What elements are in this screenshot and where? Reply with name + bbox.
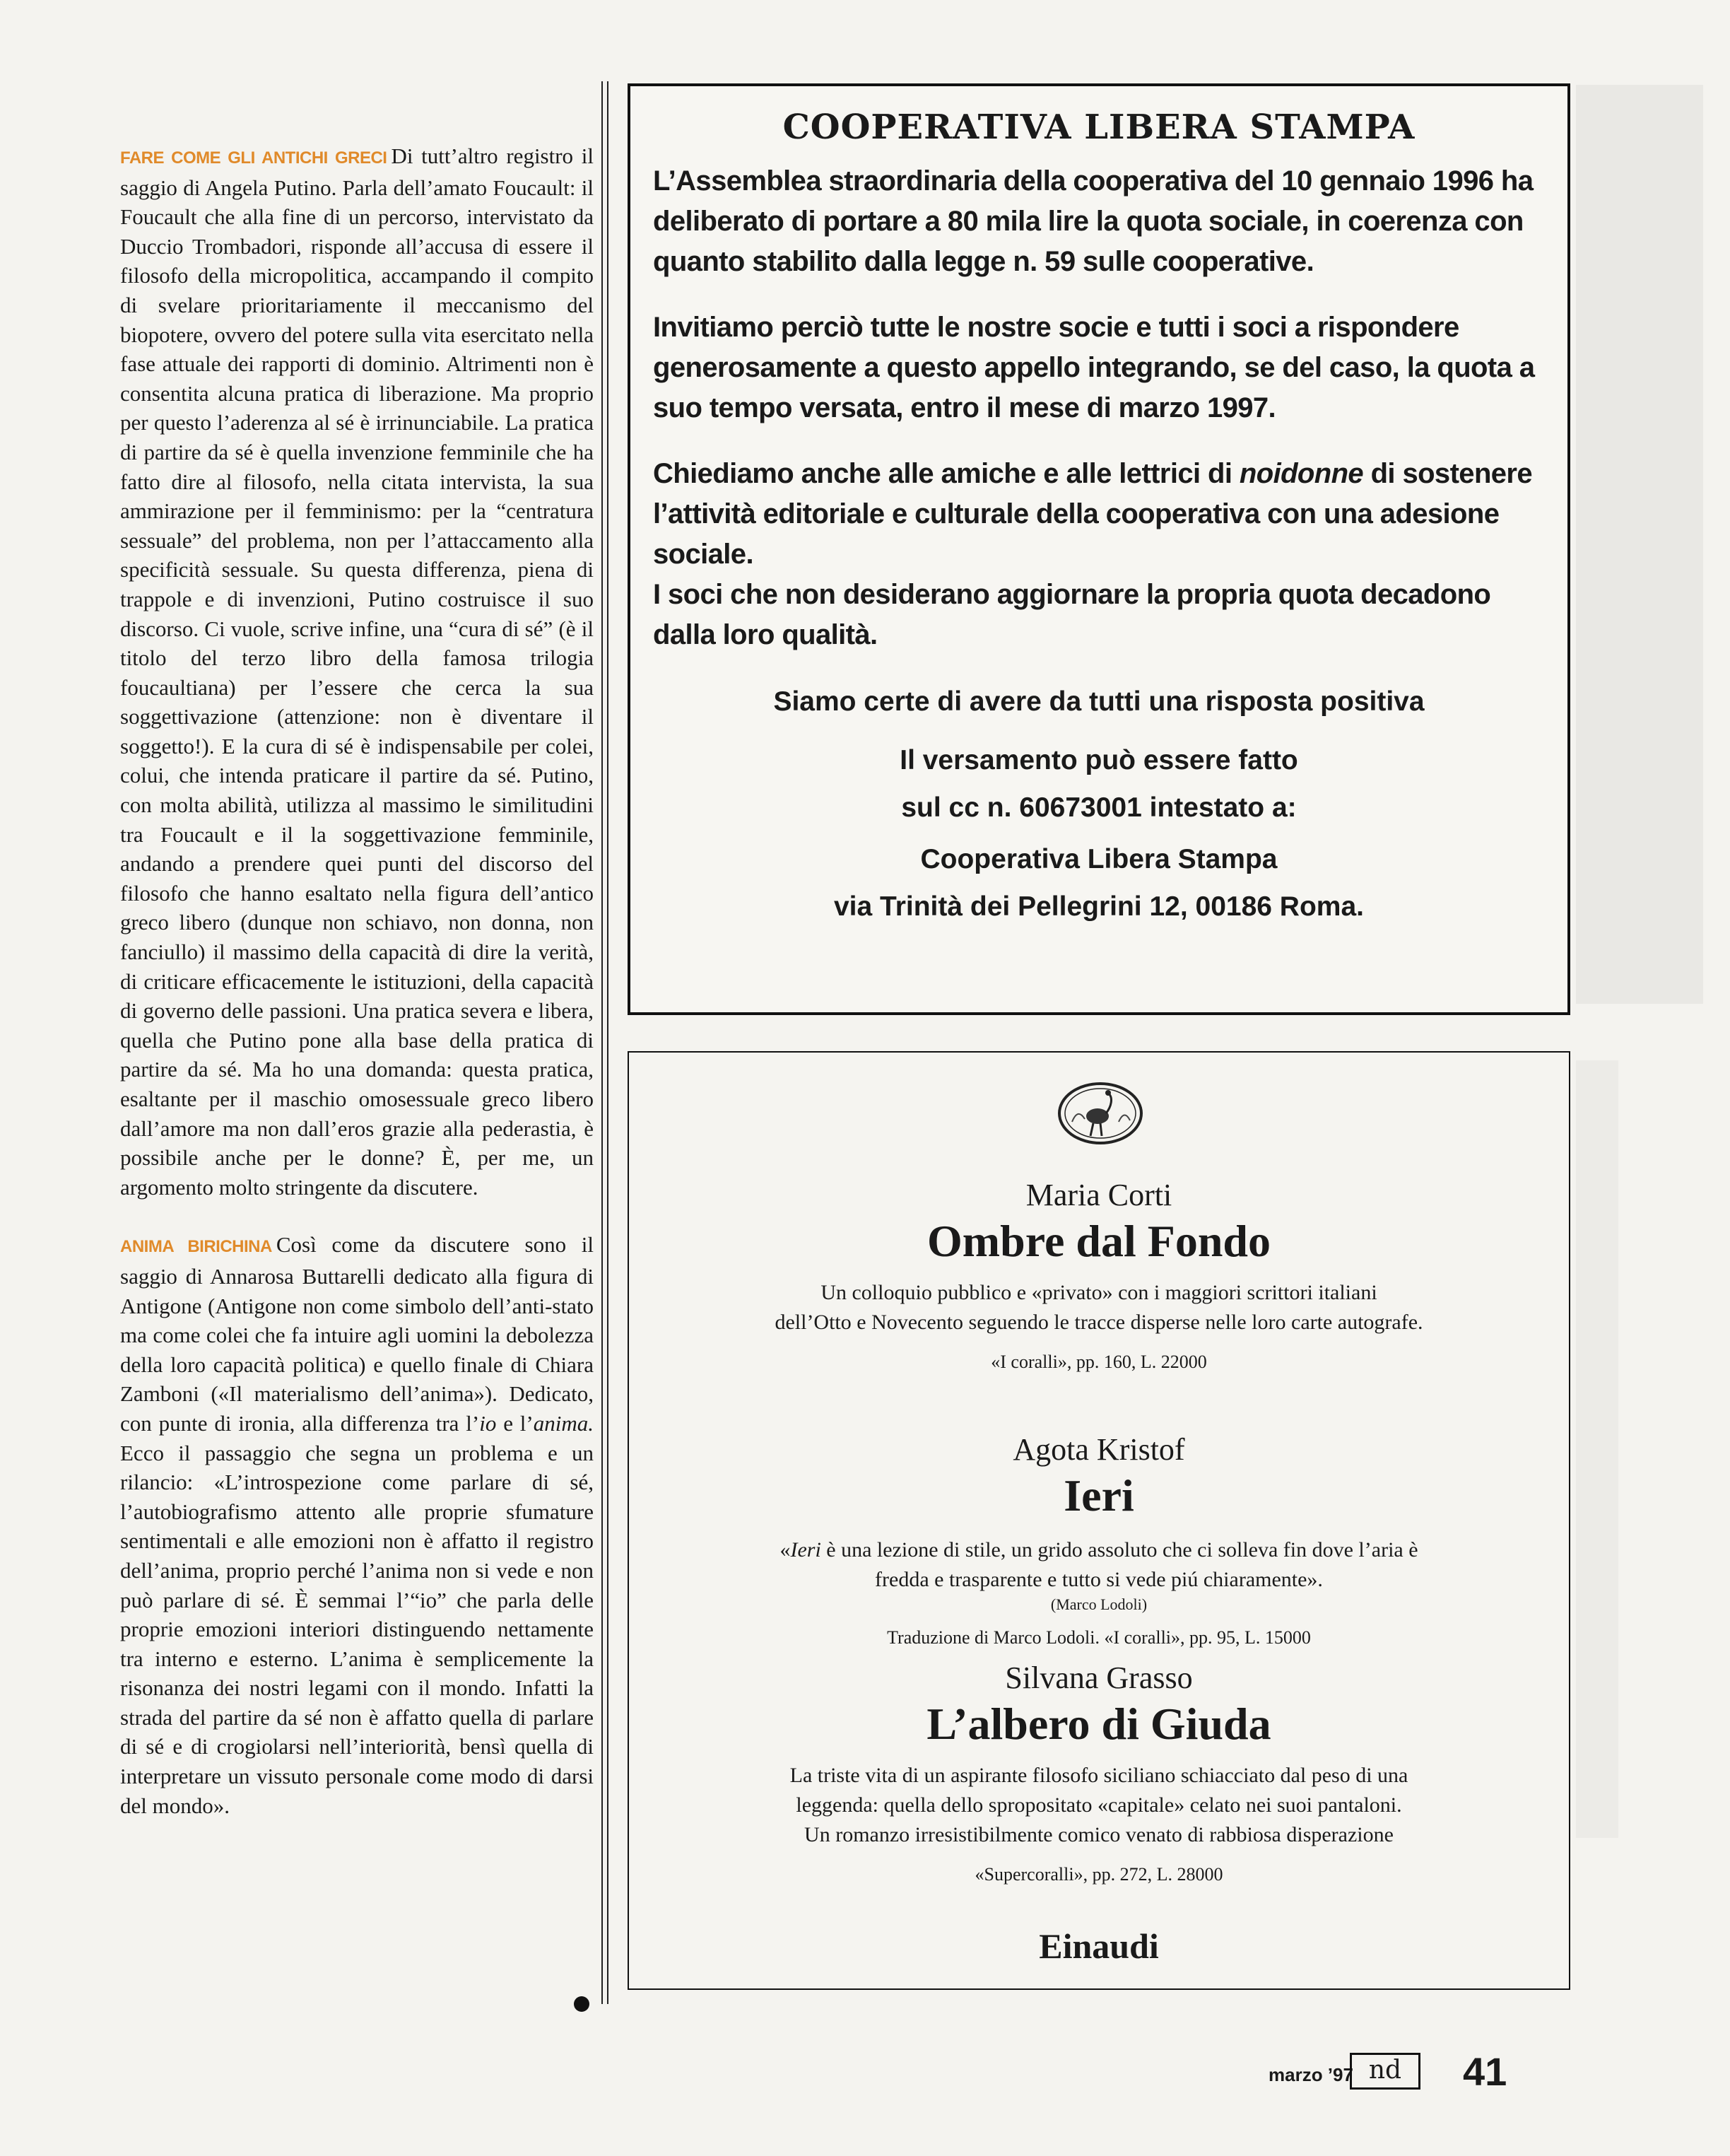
book-entry-corti <box>629 1176 1569 1376</box>
description-line: dell’Otto e Novecento seguendo le tracce disperse nelle loro carte autografe. <box>775 1311 1423 1334</box>
column-rule <box>607 81 608 2004</box>
payment-line-1: Il versamento può essere fatto <box>900 745 1298 775</box>
book-title: L’albero di Giuda <box>926 1699 1271 1749</box>
einaudi-ostrich-logo-icon <box>1057 1079 1144 1147</box>
book-description <box>629 1761 1569 1850</box>
notice-paragraph-2: Invitiamo perciò tutte le nostre socie e tutti i soci a rispondere generosamente a questo appello integrando, se del caso, la quota a suo tempo versata, entro il mese di marzo 1997. <box>653 312 1535 423</box>
einaudi-advertisement <box>628 1051 1570 1990</box>
notice-paragraph-3 <box>653 454 1545 575</box>
quote-text: è una lezione di stile, un grido assoluto che ci solleva fin dove l’aria è <box>820 1538 1418 1562</box>
paragraph-text: e l’ <box>496 1410 534 1436</box>
address-line-2: via Trinità dei Pellegrini 12, 00186 Roma. <box>833 891 1364 922</box>
quote-mark: « <box>779 1538 791 1562</box>
paragraph-text: di sostenere l’attività editoriale e culturale della cooperativa con una adesione sociale. <box>653 458 1533 570</box>
notice-paragraph-4: I soci che non desiderano aggiornare la propria quota decadono dalla loro qualità. <box>653 579 1491 650</box>
column-rule <box>601 81 603 2004</box>
bleed-through-shade <box>1576 85 1703 1004</box>
book-entry-kristof <box>629 1431 1569 1651</box>
publisher-name: Einaudi <box>1039 1926 1159 1966</box>
notice-closing-block <box>653 681 1545 927</box>
article-paragraph-2 <box>120 1230 594 1820</box>
paragraph-text: Di tutt’altro registro il saggio di Angela Putino. Parla dell’amato Foucault: il Foucault che alla fine di un percorso, intervistato da Duccio Trombadori, risponde all’accusa di essere il filosofo della micropolitica, accampando il compito di svelare prioritariamente il meccanismo del biopotere, ovvero del potere sulla vita esercitato nella fase attuale dei rapporti di dominio. Altrimenti non è consentita alcuna pratica di liberazione. Ma proprio per questo l’aderenza al sé è irrinunciabile. La pratica di partire da sé è quella invenzione femminile che ha fatto dire al filosofo, nella citata intervista, la sua ammirazione per il femminismo: per la “centratura sessuale” del problema, non per l’attaccamento alla specificità sessuale. Su questa differenza, piena di trappole e di invenzioni, Putino costruisce il suo discorso. Ci vuole, scrive infine, una “cura di sé” (è il titolo del terzo libro della famosa trilogia foucaultiana) per l’essere che cerca la sua soggettivazione (attenzione: non è diventare il soggetto!). E la cura di sé è indispensabile per colei, colui, che intenda praticare il partire da sé. Putino, con molta abilità, utilizza al massimo le similitudini tra Foucault e il la soggettivazione femminile, andando a prendere quei punti del discorso del filosofo che hanno esaltato nella figura dell’antico greco libero (dunque non schiavo, non donna, non fanciullo) il massimo della capacità di dire la verità, di criticare efficacemente le istituzioni, della capacità di governo delle passioni. Una pratica severa e libera, quella che Putino pone alla base della pratica di partire da sé. Ma ho una domanda: questa pratica, esaltante per il maschio omosessuale greco libero dall’amore ma non dall’eros grazie alla pederastia, è possibile anche per le donne? È, per me, un argomento molto stringente da discutere. <box>120 143 594 1200</box>
book-title: Ombre dal Fondo <box>927 1216 1271 1266</box>
page-number: 41 <box>1463 2049 1507 2094</box>
article-paragraph-1 <box>120 141 594 1202</box>
issue-month: marzo ’97 <box>1269 2064 1353 2085</box>
description-line: La triste vita di un aspirante filosofo siciliano schiacciato dal peso di una <box>789 1764 1408 1787</box>
notice-paragraph-1: L’Assemblea straordinaria della cooperativa del 10 gennaio 1996 ha deliberato di portare a 80 mila lire la quota sociale, in coerenza con quanto stabilito dalla legge n. 59 sulle cooperative. <box>653 165 1534 277</box>
notice-closing: Siamo certe di avere da tutti una risposta positiva <box>773 686 1425 717</box>
emphasis-noidonne: noidonne <box>1239 458 1364 489</box>
book-quote <box>629 1535 1569 1595</box>
emphasis-anima: anima. <box>533 1410 594 1436</box>
cooperative-notice-box <box>628 83 1570 1015</box>
book-details: «Supercoralli», pp. 272, L. 28000 <box>975 1864 1223 1885</box>
payment-line-2: sul cc n. 60673001 intestato a: <box>901 792 1297 823</box>
address-line-1: Cooperativa Libera Stampa <box>920 844 1278 874</box>
paragraph-text: Così come da discutere sono il saggio di Annarosa Buttarelli dedicato alla figura di Antigone (Antigone non come simbolo dell’anti-stato ma come colei che fa intuire agli uomini la debolezza della loro capacità politica) e quello finale di Chiara Zamboni («Il materialismo dell’anima»). Dedicato, con punte di ironia, alla differenza tra l’ <box>120 1232 594 1436</box>
book-author: Silvana Grasso <box>1005 1660 1193 1695</box>
book-entry-grasso <box>629 1659 1569 1888</box>
book-details: Traduzione di Marco Lodoli. «I coralli», pp. 95, L. 15000 <box>887 1627 1311 1648</box>
book-description <box>629 1278 1569 1337</box>
quote-line <box>629 1535 1569 1565</box>
section-kicker-anima-birichina: ANIMA BIRICHINA <box>120 1237 272 1257</box>
paragraph-text: Chiediamo anche alle amiche e alle lettrici di <box>653 458 1240 489</box>
description-line: Un colloquio pubblico e «privato» con i maggiori scrittori italiani <box>820 1281 1377 1304</box>
paragraph-text: Ecco il passaggio che segna un problema e un rilancio: «L’introspezione come parlare di sé, l’autobiografismo attento alle proprie sfumature sentimentali e alle emozioni non è affatto il registro dell’anima, proprio perché l’anima non si vede e non può parlare di sé. È semmai l’“io” che parla delle proprie emozioni interiori distinguendo nettamente tra interno e esterno. L’anima è semplicemente la risonanza dei nostri legami con il mondo. Infatti la strada del partire da sé non è affatto quella di parlare di sé e di crogiolarsi nell’interiorità, bensì quella di interpretare un vissuto personale come modo di darsi del mondo». <box>120 1440 594 1818</box>
quote-title-emphasis: Ieri <box>790 1538 821 1562</box>
quote-line: fredda e trasparente e tutto si vede piú chiaramente». <box>875 1568 1323 1591</box>
description-line: leggenda: quella dello spropositato «capitale» celato nei suoi pantaloni. <box>796 1793 1402 1817</box>
bleed-through-shade <box>1576 1060 1618 1838</box>
notice-title: COOPERATIVA LIBERA STAMPA <box>782 107 1416 147</box>
article-column <box>120 141 594 1849</box>
book-author: Maria Corti <box>1025 1178 1172 1212</box>
magazine-logo: nd <box>1350 2053 1420 2090</box>
emphasis-io: io <box>479 1410 497 1436</box>
section-kicker-antichi-greci: FARE COME GLI ANTICHI GRECI <box>120 148 387 168</box>
quote-source: (Marco Lodoli) <box>1050 1595 1148 1613</box>
book-title: Ieri <box>1064 1470 1134 1521</box>
description-line: Un romanzo irresistibilmente comico venato di rabbiosa disperazione <box>804 1823 1394 1846</box>
end-of-article-dot <box>574 1996 589 2012</box>
book-author: Agota Kristof <box>1013 1432 1185 1467</box>
book-details: «I coralli», pp. 160, L. 22000 <box>991 1352 1207 1372</box>
